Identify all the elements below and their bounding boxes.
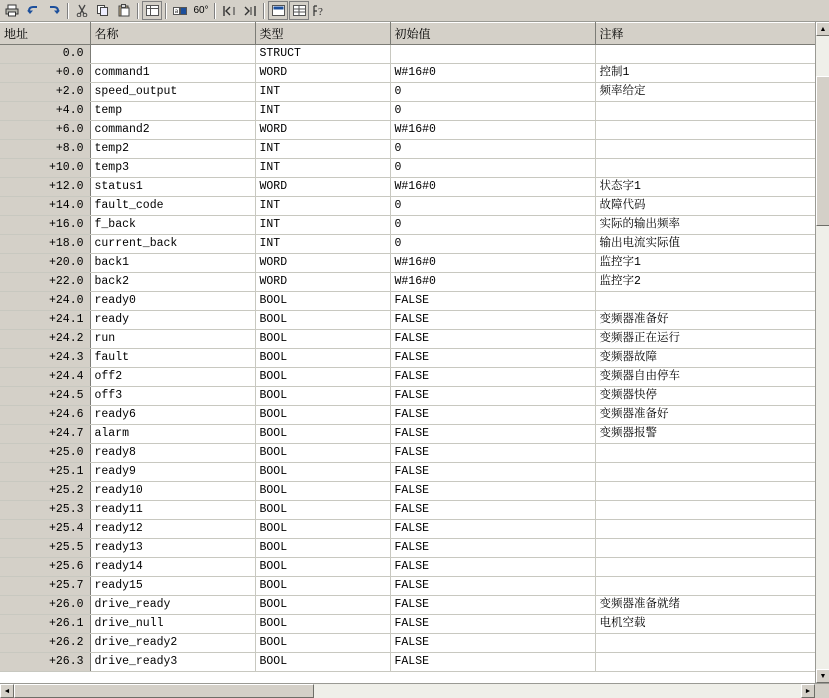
cell-type[interactable]: BOOL [255,311,390,330]
cell-address[interactable]: +24.2 [0,330,90,349]
print-icon[interactable] [2,1,22,20]
cell-initial[interactable]: FALSE [390,311,595,330]
cell-initial[interactable]: FALSE [390,425,595,444]
cell-name[interactable]: off2 [90,368,255,387]
cell-initial[interactable]: 0 [390,235,595,254]
cell-type[interactable]: INT [255,235,390,254]
table-row[interactable] [0,539,829,558]
cell-type[interactable]: BOOL [255,368,390,387]
table-row[interactable] [0,273,829,292]
cell-name[interactable]: command2 [90,121,255,140]
cell-type[interactable]: BOOL [255,463,390,482]
table-row[interactable] [0,159,829,178]
cell-initial[interactable]: W#16#0 [390,273,595,292]
table-body [0,45,829,672]
cell-initial[interactable]: FALSE [390,463,595,482]
cell-comment[interactable] [595,653,829,672]
cell-comment[interactable]: 变频器自由停车 [595,368,829,387]
cell-name[interactable]: ready8 [90,444,255,463]
cell-name[interactable]: back1 [90,254,255,273]
prev-error-icon[interactable] [219,1,239,20]
cell-type[interactable]: BOOL [255,634,390,653]
cell-address[interactable]: +26.1 [0,615,90,634]
toolbar-separator-4 [214,3,216,19]
table-row[interactable] [0,482,829,501]
cell-type[interactable]: BOOL [255,653,390,672]
table-row[interactable] [0,653,829,672]
cell-address[interactable]: 0.0 [0,45,90,64]
column-header-initial[interactable]: 初始值 [390,23,595,45]
cell-comment[interactable] [595,140,829,159]
table-row[interactable] [0,45,829,64]
cell-type[interactable]: BOOL [255,292,390,311]
cell-address[interactable]: +14.0 [0,197,90,216]
cell-address[interactable]: +16.0 [0,216,90,235]
cell-address[interactable]: +24.0 [0,292,90,311]
table-row[interactable] [0,425,829,444]
cell-comment[interactable]: 变频器快停 [595,387,829,406]
table-row[interactable] [0,577,829,596]
cell-name[interactable]: ready13 [90,539,255,558]
cell-name[interactable]: drive_ready2 [90,634,255,653]
cell-initial[interactable]: 0 [390,140,595,159]
toolbar-separator-2 [137,3,139,19]
cell-comment[interactable]: 频率给定 [595,83,829,102]
cell-initial[interactable]: FALSE [390,577,595,596]
cell-initial[interactable]: FALSE [390,330,595,349]
cell-name[interactable]: fault [90,349,255,368]
toolbar-separator-5 [263,3,265,19]
redo-icon[interactable] [44,1,64,20]
table-row[interactable] [0,368,829,387]
cell-type[interactable]: INT [255,197,390,216]
cell-comment[interactable]: 变频器准备好 [595,406,829,425]
cell-comment[interactable]: 控制1 [595,64,829,83]
cell-address[interactable]: +26.2 [0,634,90,653]
cell-comment[interactable]: 状态字1 [595,178,829,197]
cell-name[interactable]: status1 [90,178,255,197]
cell-type[interactable]: WORD [255,178,390,197]
cell-initial[interactable]: FALSE [390,558,595,577]
table-row[interactable] [0,216,829,235]
cell-comment[interactable] [595,463,829,482]
cell-initial[interactable]: FALSE [390,653,595,672]
cell-name[interactable]: ready14 [90,558,255,577]
table-row[interactable] [0,121,829,140]
cell-address[interactable]: +25.5 [0,539,90,558]
cell-initial[interactable]: FALSE [390,501,595,520]
help-icon[interactable] [310,1,330,20]
symbol-table-icon[interactable] [142,1,162,20]
cell-address[interactable]: +25.4 [0,520,90,539]
scroll-left-button[interactable]: ◄ [0,684,14,698]
column-header-address[interactable]: 地址 [0,23,90,45]
cell-comment[interactable]: 监控字1 [595,254,829,273]
cell-initial[interactable]: FALSE [390,520,595,539]
cell-initial[interactable]: 0 [390,83,595,102]
cut-icon[interactable] [72,1,92,20]
cell-address[interactable]: +8.0 [0,140,90,159]
cell-comment[interactable] [595,292,829,311]
cell-comment[interactable] [595,501,829,520]
cell-initial[interactable]: FALSE [390,292,595,311]
cell-address[interactable]: +18.0 [0,235,90,254]
table-row[interactable] [0,140,829,159]
cell-address[interactable]: +20.0 [0,254,90,273]
table-row[interactable] [0,102,829,121]
cell-comment[interactable]: 变频器准备好 [595,311,829,330]
cell-address[interactable]: +26.3 [0,653,90,672]
toolbar [0,0,829,22]
scroll-down-button[interactable]: ▼ [816,669,829,683]
cell-type[interactable]: WORD [255,273,390,292]
cell-type[interactable]: INT [255,83,390,102]
cell-comment[interactable] [595,577,829,596]
table-row[interactable] [0,444,829,463]
cell-comment[interactable] [595,520,829,539]
cell-address[interactable]: +24.1 [0,311,90,330]
cell-initial[interactable]: W#16#0 [390,64,595,83]
cell-name[interactable]: ready0 [90,292,255,311]
scroll-up-button[interactable]: ▲ [816,22,829,36]
cell-type[interactable]: BOOL [255,501,390,520]
cell-type[interactable]: INT [255,140,390,159]
cell-name[interactable]: ready6 [90,406,255,425]
table-row[interactable] [0,520,829,539]
cell-comment[interactable] [595,539,829,558]
cell-comment[interactable]: 变频器正在运行 [595,330,829,349]
cell-address[interactable]: +25.2 [0,482,90,501]
cell-type[interactable]: BOOL [255,425,390,444]
cell-type[interactable]: WORD [255,64,390,83]
cell-initial[interactable]: FALSE [390,368,595,387]
cell-type[interactable]: BOOL [255,482,390,501]
table-row[interactable] [0,596,829,615]
cell-name[interactable]: temp3 [90,159,255,178]
scroll-right-button[interactable]: ► [801,684,815,698]
table-row[interactable] [0,615,829,634]
cell-initial[interactable]: W#16#0 [390,121,595,140]
cell-address[interactable]: +4.0 [0,102,90,121]
cell-name[interactable]: current_back [90,235,255,254]
data-view-icon[interactable] [289,1,309,20]
cell-name[interactable]: ready10 [90,482,255,501]
paste-icon[interactable] [114,1,134,20]
cell-address[interactable]: +0.0 [0,64,90,83]
cell-comment[interactable] [595,45,829,64]
vscroll-track-lower[interactable] [816,226,829,669]
table-row[interactable] [0,387,829,406]
cell-type[interactable]: BOOL [255,330,390,349]
hscroll-thumb[interactable] [14,684,314,698]
cell-comment[interactable] [595,634,829,653]
address-view-icon[interactable] [170,1,190,20]
declaration-view-icon[interactable] [268,1,288,20]
cell-type[interactable]: BOOL [255,520,390,539]
cell-initial[interactable]: FALSE [390,349,595,368]
cell-comment[interactable]: 实际的输出频率 [595,216,829,235]
angle-60-label: 60° [193,5,209,16]
cell-initial[interactable]: FALSE [390,444,595,463]
cell-name[interactable]: ready15 [90,577,255,596]
table-row[interactable] [0,349,829,368]
declaration-table-area [0,22,829,683]
table-row[interactable] [0,463,829,482]
cell-initial[interactable]: FALSE [390,634,595,653]
cell-comment[interactable]: 变频器准备就绪 [595,596,829,615]
cell-address[interactable]: +26.0 [0,596,90,615]
cell-name[interactable]: temp [90,102,255,121]
cell-type[interactable]: INT [255,159,390,178]
cell-initial[interactable]: FALSE [390,387,595,406]
cell-initial[interactable]: 0 [390,197,595,216]
cell-type[interactable]: BOOL [255,444,390,463]
cell-initial[interactable]: W#16#0 [390,178,595,197]
cell-comment[interactable]: 变频器报警 [595,425,829,444]
cell-name[interactable]: f_back [90,216,255,235]
cell-type[interactable]: BOOL [255,596,390,615]
column-header-type[interactable]: 类型 [255,23,390,45]
svg-text:?: ? [318,5,323,17]
cell-name[interactable]: ready12 [90,520,255,539]
cell-address[interactable]: +25.0 [0,444,90,463]
cell-address[interactable]: +25.1 [0,463,90,482]
cell-name[interactable]: drive_ready3 [90,653,255,672]
table-header-row [0,23,829,45]
cell-initial[interactable]: W#16#0 [390,254,595,273]
cell-address[interactable]: +24.7 [0,425,90,444]
cell-comment[interactable] [595,558,829,577]
cell-initial[interactable]: 0 [390,216,595,235]
cell-initial[interactable]: FALSE [390,539,595,558]
cell-initial[interactable]: 0 [390,102,595,121]
table-row[interactable] [0,311,829,330]
cell-address[interactable]: +6.0 [0,121,90,140]
cell-address[interactable]: +24.3 [0,349,90,368]
toolbar-separator-1 [67,3,69,19]
column-header-comment[interactable]: 注释 [595,23,829,45]
cell-comment[interactable]: 变频器故障 [595,349,829,368]
cell-initial[interactable]: 0 [390,159,595,178]
cell-type[interactable]: WORD [255,121,390,140]
cell-name[interactable]: drive_ready [90,596,255,615]
cell-initial[interactable]: FALSE [390,596,595,615]
vscroll-track-upper[interactable] [816,36,829,76]
cell-comment[interactable]: 监控字2 [595,273,829,292]
table-row[interactable] [0,83,829,102]
cell-comment[interactable]: 故障代码 [595,197,829,216]
cell-name[interactable]: back2 [90,273,255,292]
cell-address[interactable]: +24.5 [0,387,90,406]
cell-address[interactable]: +22.0 [0,273,90,292]
cell-address[interactable]: +12.0 [0,178,90,197]
scrollbar-corner [815,684,829,698]
angle-60-icon[interactable] [191,1,211,20]
cell-name[interactable]: ready9 [90,463,255,482]
cell-name[interactable]: temp2 [90,140,255,159]
next-error-icon[interactable] [240,1,260,20]
cell-type[interactable]: INT [255,216,390,235]
cell-initial[interactable]: FALSE [390,482,595,501]
cell-comment[interactable] [595,159,829,178]
cell-name[interactable]: fault_code [90,197,255,216]
cell-name[interactable]: drive_null [90,615,255,634]
cell-address[interactable]: +25.6 [0,558,90,577]
svg-text:a: a [174,7,179,15]
cell-type[interactable]: STRUCT [255,45,390,64]
cell-name[interactable]: ready [90,311,255,330]
toolbar-separator-3 [165,3,167,19]
cell-name[interactable]: alarm [90,425,255,444]
table-row[interactable] [0,501,829,520]
table-row[interactable] [0,406,829,425]
cell-initial[interactable] [390,45,595,64]
table-row[interactable] [0,235,829,254]
cell-initial[interactable]: FALSE [390,615,595,634]
cell-type[interactable]: BOOL [255,349,390,368]
vscroll-thumb[interactable] [816,76,829,226]
cell-comment[interactable] [595,102,829,121]
cell-comment[interactable]: 输出电流实际值 [595,235,829,254]
cell-name[interactable]: off3 [90,387,255,406]
cell-address[interactable]: +2.0 [0,83,90,102]
table-row[interactable] [0,634,829,653]
table-row[interactable] [0,254,829,273]
cell-type[interactable]: WORD [255,254,390,273]
cell-address[interactable]: +25.3 [0,501,90,520]
cell-name[interactable]: run [90,330,255,349]
cell-name[interactable] [90,45,255,64]
copy-icon[interactable] [93,1,113,20]
table-row[interactable] [0,64,829,83]
undo-icon[interactable] [23,1,43,20]
cell-address[interactable]: +24.4 [0,368,90,387]
table-row[interactable] [0,558,829,577]
cell-address[interactable]: +10.0 [0,159,90,178]
horizontal-scrollbar[interactable] [0,683,829,698]
cell-type[interactable]: BOOL [255,558,390,577]
cell-type[interactable]: BOOL [255,577,390,596]
cell-name[interactable]: ready11 [90,501,255,520]
table-row[interactable] [0,330,829,349]
vertical-scrollbar[interactable] [815,22,829,683]
cell-type[interactable]: BOOL [255,615,390,634]
cell-type[interactable]: INT [255,102,390,121]
declaration-table [0,22,829,672]
cell-name[interactable]: command1 [90,64,255,83]
cell-comment[interactable] [595,121,829,140]
table-row[interactable] [0,292,829,311]
cell-type[interactable]: BOOL [255,406,390,425]
cell-address[interactable]: +24.6 [0,406,90,425]
cell-type[interactable]: BOOL [255,539,390,558]
cell-initial[interactable]: FALSE [390,406,595,425]
column-header-name[interactable]: 名称 [90,23,255,45]
cell-address[interactable]: +25.7 [0,577,90,596]
cell-name[interactable]: speed_output [90,83,255,102]
table-row[interactable] [0,197,829,216]
cell-type[interactable]: BOOL [255,387,390,406]
cell-comment[interactable] [595,482,829,501]
table-row[interactable] [0,178,829,197]
cell-comment[interactable] [595,444,829,463]
cell-comment[interactable]: 电机空载 [595,615,829,634]
